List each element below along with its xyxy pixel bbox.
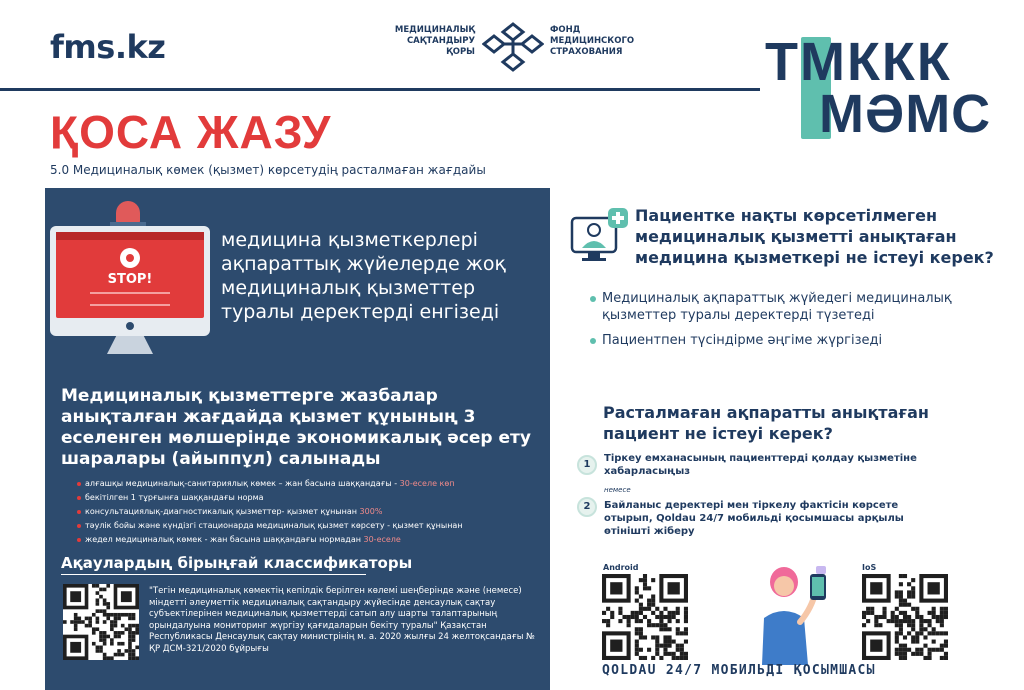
step-text-2: Байланыс деректері мен тіркелу фактісін көрсете отырып, Qoldau 24/7 мобильді қосымшасы арқылы өтінішті жіберу xyxy=(604,500,904,537)
doctor-icon xyxy=(568,204,630,266)
monitor-illustration xyxy=(50,226,210,336)
list-item: жедел медициналық көмек - жан басына шаққандағы нормадан 30-еселе xyxy=(77,534,537,546)
list-item: консультациялық-диагностикалық қызметтер- қызмет құнынан 300% xyxy=(77,506,537,518)
header-divider xyxy=(0,88,760,91)
step-text-1: Тіркеу емханасының пациенттерді қолдау қызметіне хабарласыңыз xyxy=(604,453,917,477)
panel-heading: медицина қызметкерлері ақпараттық жүйелерде жоқ медициналық қызметтер туралы деректерді енгізеді xyxy=(221,229,506,323)
fine-statement: Медициналық қызметтерге жазбалар анықталған жағдайда қызмет құнының 3 еселенген мөлшерінде экономикалық әсер ету шаралары (айыппұл) салынады xyxy=(61,386,531,469)
screen-text-lines xyxy=(90,292,170,306)
patient-question: Расталмаған ақпаратты анықтаған пациент не істеуі керек? xyxy=(603,403,929,443)
penalty-list xyxy=(77,478,537,548)
brand-top: ТМККК xyxy=(765,32,952,92)
page-subtitle: 5.0 Медициналық көмек (қызмет) көрсетудің расталмаған жағдайы xyxy=(50,163,486,177)
doctor-question: Пациентке нақты көрсетілмеген медициналық қызметті анықтаған медицина қызметкері не істеуі керек? xyxy=(635,206,994,267)
classifier-link[interactable]: Ақаулардың бірыңғай классификаторы xyxy=(61,554,413,572)
stop-icon xyxy=(120,248,140,268)
classifier-underline xyxy=(61,574,366,575)
app-title: QOLDAU 24/7 МОБИЛЬДІ ҚОСЫМШАСЫ xyxy=(602,663,876,678)
android-label: Android xyxy=(603,563,639,572)
list-item: Медициналық ақпараттық жүйедегі медициналық қызметтер туралы деректерді түзетеді xyxy=(590,290,1015,324)
ios-label: IoS xyxy=(862,563,877,572)
or-separator: немесе xyxy=(604,486,631,494)
list-item: тәулік бойы және күндізгі стационарда медициналық қызмет көрсету - қызмет құнынан xyxy=(77,520,537,532)
doctor-actions xyxy=(590,290,1015,357)
list-item: алғашқы медициналық-санитариялық көмек – жан басына шаққандағы - 30-еселе көп xyxy=(77,478,537,490)
person-phone-illustration xyxy=(740,560,840,665)
info-panel xyxy=(45,188,550,690)
android-qr-code[interactable] xyxy=(601,574,689,660)
monitor-stand xyxy=(107,336,153,354)
page-title: ҚОСА ЖАЗУ xyxy=(50,106,332,158)
legal-reference: "Тегін медициналық көмектің кепілдік берілген көлемі шеңберінде және (немесе) міндетті әлеуметтік медициналық сақтандыру жүйесінде денсаулық сақтау субъектілерінен медициналық қызметтерді сатып алу шарты талаптарының орындалуына мониторинг жүргізу қағидаларын бекіту туралы" Қазақстан Республикасы Денсаулық сақтау министрінің м. а. 2020 жылғы 24 желтоқсандағы № ҚР ДСМ-321/2020 бұйрығы xyxy=(149,586,536,654)
fund-logo xyxy=(375,18,655,78)
monitor-screen xyxy=(56,232,204,318)
list-item: бекітілген 1 тұрғынға шаққандағы норма xyxy=(77,492,537,504)
step-badge-2: 2 xyxy=(577,497,597,517)
list-item: Пациентпен түсіндірме әңгіме жүргізеді xyxy=(590,332,1015,349)
ios-qr-code[interactable] xyxy=(860,574,950,660)
fms-logo[interactable]: fms.kz xyxy=(50,28,166,66)
brand-logo xyxy=(765,32,995,145)
classifier-qr-code xyxy=(63,584,139,660)
fund-emblem-icon xyxy=(482,18,544,76)
brand-bottom: МӘМС xyxy=(819,84,992,144)
fund-name-kz: МЕДИЦИНАЛЫҚ САҚТАНДЫРУ ҚОРЫ xyxy=(394,25,475,57)
stop-label: STOP! xyxy=(107,272,153,287)
monitor-camera xyxy=(126,322,134,330)
step-badge-1: 1 xyxy=(577,455,597,475)
fund-name-ru: ФОНД МЕДИЦИНСКОГО СТРАХОВАНИЯ xyxy=(550,25,635,57)
screen-titlebar xyxy=(56,232,204,240)
